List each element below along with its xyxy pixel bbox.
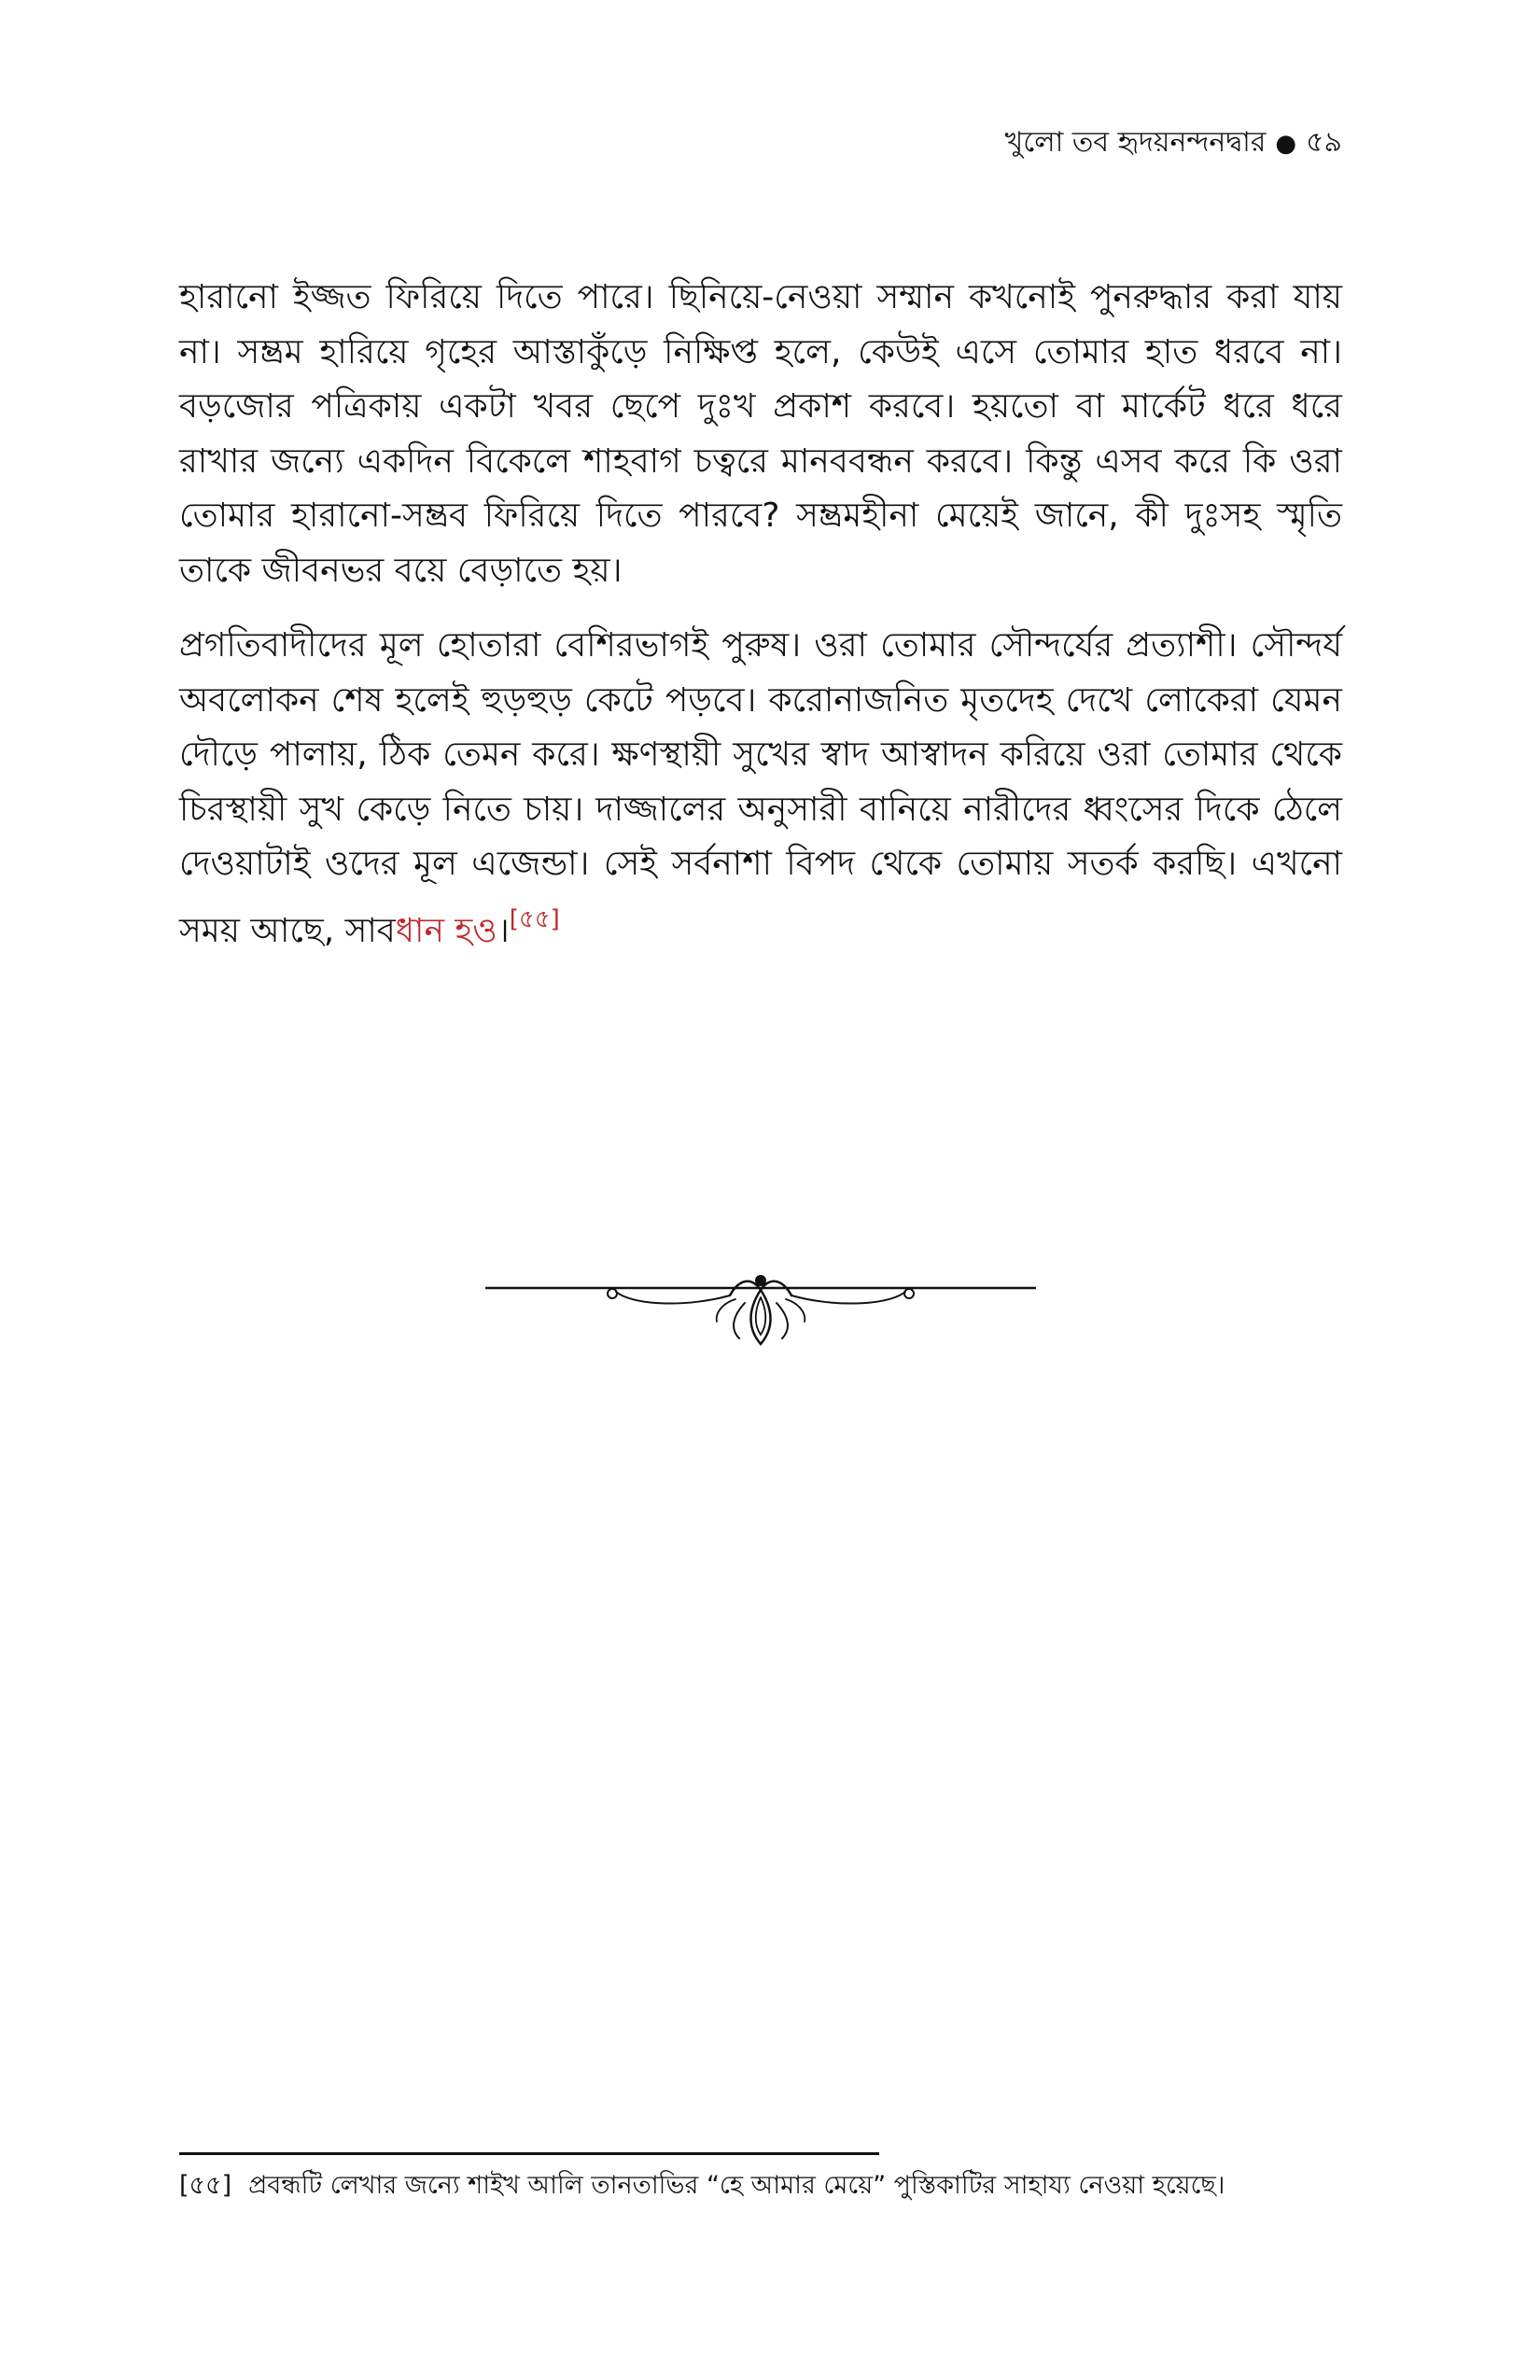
running-header (1005, 119, 1343, 167)
paragraph-2-end: । (497, 911, 510, 950)
paragraph-1: হারানো ইজ্জত ফিরিয়ে দিতে পারে। ছিনিয়ে-নেওয়া সম্মান কখনোই পুনরুদ্ধার করা যায় না। সম্ভ্রম হারিয়ে গৃহের আস্তাকুঁড়ে নিক্ষিপ্ত হলে, কেউই এসে তোমার হাত ধরবে না। বড়জোর পত্রিকায় একটা খবর ছেপে দুঃখ প্রকাশ করবে। হয়তো বা মার্কেট ধরে ধরে রাখার জন্যে একদিন বিকেলে শাহবাগ চত্বরে মানববন্ধন করবে। কিন্তু এসব করে কি ওরা তোমার হারানো-সম্ভ্রব ফিরিয়ে দিতে পারবে? সম্ভ্রমহীনা মেয়েই জানে, কী দুঃসহ স্মৃতি তাকে জীবনভর বয়ে বেড়াতে হয়। (179, 278, 1342, 590)
paragraph-2 (179, 619, 1342, 959)
page-number: ৫৯ (1306, 126, 1342, 159)
running-title: খুলো তব হৃদয়নন্দনদ্বার (1004, 126, 1267, 159)
floral-divider-icon (485, 1269, 1036, 1353)
footnote-reference[interactable]: [৫৫] (509, 904, 560, 933)
footnote (179, 2167, 1355, 2205)
footnote-divider (179, 2152, 879, 2155)
paragraph-2-text: প্রগতিবাদীদের মূল হোতারা বেশিরভাগই পুরুষ। ওরা তোমার সৌন্দর্যের প্রত্যাশী। সৌন্দর্য অবলোকন শেষ হলেই হুড়হুড় কেটে পড়বে। করোনাজনিত মৃতদেহ দেখে লোকেরা যেমন দৌড়ে পালায়, ঠিক তেমন করে। ক্ষণস্থায়ী সুখের স্বাদ আস্বাদন করিয়ে ওরা তোমার থেকে চিরস্থায়ী সুখ কেড়ে নিতে চায়। দাজ্জালের অনুসারী বানিয়ে নারীদের ধ্বংসের দিকে ঠেলে দেওয়াটাই ওদের মূল এজেন্ডা। সেই সর্বনাশা বিপদ থেকে তোমায় সতর্ক করছি। এখনো সময় আছে, সাব (179, 626, 1342, 950)
main-text (179, 271, 1342, 979)
bullet-icon: ● (1275, 130, 1297, 158)
highlighted-text: ধান হও (395, 911, 497, 950)
footnote-mark: [৫৫] (179, 2171, 232, 2200)
footnote-text: প্রবন্ধটি লেখার জন্যে শাইখ আলি তানতাভির “হে আমার মেয়ে” পুস্তিকাটির সাহায্য নেওয়া হয়েছে। (248, 2171, 1225, 2200)
